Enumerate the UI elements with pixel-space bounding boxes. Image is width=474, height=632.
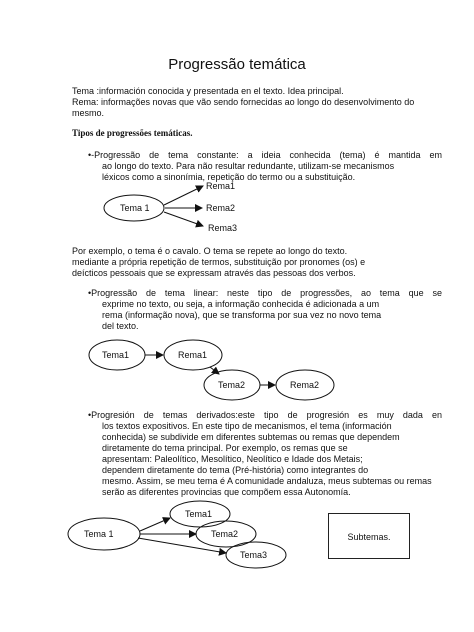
type2-line2: exprime no texto, ou seja, a informação conhecida é adicionada a um [102,299,380,309]
diagram-constant-theme [104,181,237,233]
tema2-label: Tema2 [218,380,246,390]
type2-line4: del texto. [102,321,139,331]
diagram-linear-theme [89,340,334,400]
sub-tema2-label: Tema2 [211,529,239,539]
rema2-label: Rema2 [290,380,320,390]
sub-tema1-label: Tema1 [185,509,213,519]
intro-rema-line2: mesmo. [72,108,105,118]
rema3-label: Rema3 [208,223,238,233]
type3-line7: mesmo. Assim, se meu tema é A comunidade andaluza, meus subtemas ou remas [102,476,432,486]
type3-line6: dependem diretamente do tema (Pré-história) como integrantes do [102,465,369,475]
section-heading: Tipos de progressões temáticas. [72,128,193,138]
type2-line1: •Progressão de tema linear: neste tipo de progressões, ao tema que se [88,288,442,298]
type3-line4: diretamente do tema principal. Por exemplo, os remas que se [102,443,348,453]
type1-line3: léxicos como a sinonímia, repetição do termo ou a substituição. [102,172,356,182]
rema2-label: Rema2 [206,203,236,213]
tema1-label: Tema1 [102,350,130,360]
type1-line1: •-Progressão de tema constante: a ideia conhecida (tema) é mantida em [88,150,442,160]
page-title: Progressão temática [168,56,306,73]
intro-rema-line1: Rema: informações novas que vão sendo fornecidas ao longo do desenvolvimento do [72,97,415,107]
arrow-to-rema1 [164,186,203,205]
type3-line1: •Progresión de temas derivados:este tipo de progresión es muy dada en [88,410,442,420]
type3-line2: los textos expositivos. En este tipo de mecanismos, el tema (información [102,421,392,431]
type3-line3: conhecida) se subdivide em diferentes subtemas ou remas que dependem [102,432,400,442]
diagram-derived-themes [68,501,286,568]
arrow-to-rema3 [164,212,203,226]
arrow-to-sub1 [140,518,170,531]
type1-example-line1: Por exemplo, o tema é o cavalo. O tema se repete ao longo do texto. [72,246,348,256]
type2-line3: rema (informação nova), que se transforma por sua vez no novo tema [102,310,382,320]
rema1-label: Rema1 [206,181,236,191]
type3-line8: serão as diferentes provincias que compõem essa Autonomía. [102,487,351,497]
rema1-label: Rema1 [178,350,208,360]
tema1-label: Tema 1 [120,203,150,213]
sub-tema3-label: Tema3 [240,550,268,560]
intro-tema: Tema :información conocida y presentada en el texto. Idea principal. [72,86,344,96]
type3-line5: apresentam: Paleolítico, Mesolítico, Neolítico e Idade dos Metais; [102,454,363,464]
type1-line2: ao longo do texto. Para não resultar redundante, utilizam-se mecanismos [102,161,395,171]
tema1-main-label: Tema 1 [84,529,114,539]
type1-example-line2: mediante a própria repetição de termos, substituição por pronomes (os) e [72,257,366,267]
type1-example-line3: deícticos pessoais que se expressam através das pessoas dos verbos. [72,268,356,278]
subtemas-label: Subtemas. [347,532,391,542]
